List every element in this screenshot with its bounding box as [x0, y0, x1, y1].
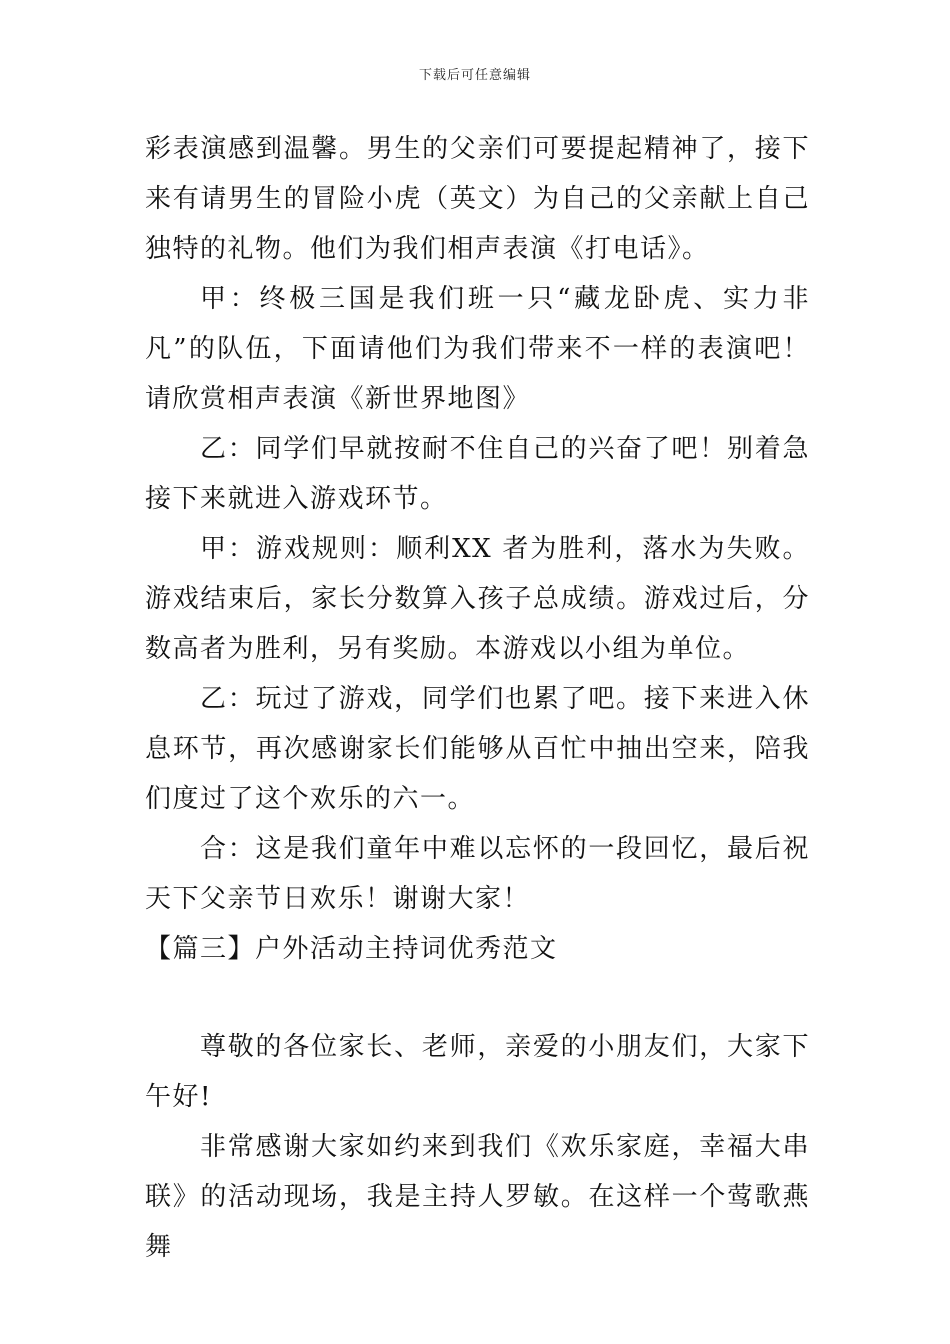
section-spacer [145, 974, 810, 1022]
paragraph-yi-rest: 乙：玩过了游戏，同学们也累了吧。接下来进入休息环节，再次感谢家长们能够从百忙中抽出空来，陪我们度过了这个欢乐的六一。 [145, 684, 810, 814]
page-header: 下载后可任意编辑 [418, 68, 531, 83]
paragraph-game-rules: 甲：游戏规则：顺利XX 者为胜利，落水为失败。游戏结束后，家长分数算入孩子总成绩。游戏过后，分数高者为胜利，另有奖励。本游戏以小组为单位。 [145, 534, 810, 664]
paragraph-closing: 合：这是我们童年中难以忘怀的一段回忆，最后祝天下父亲节日欢乐！谢谢大家！ [145, 834, 810, 914]
document-body [145, 124, 810, 1272]
section-heading: 【篇三】户外活动主持词优秀范文 [145, 934, 558, 964]
paragraph-welcome: 非常感谢大家如约来到我们《欢乐家庭，幸福大串联》的活动现场，我是主持人罗敏。在这样一个莺歌燕舞 [145, 1132, 810, 1262]
paragraph-yi-game: 乙：同学们早就按耐不住自己的兴奋了吧！别着急接下来就进入游戏环节。 [145, 434, 810, 514]
paragraph-greeting: 尊敬的各位家长、老师，亲爱的小朋友们，大家下午好! [145, 1032, 810, 1112]
paragraph-jia-intro: 甲：终极三国是我们班一只“藏龙卧虎、实力非凡”的队伍，下面请他们为我们带来不一样的表演吧！请欣赏相声表演《新世界地图》 [145, 284, 810, 414]
paragraph-continuation: 彩表演感到温馨。男生的父亲们可要提起精神了，接下来有请男生的冒险小虎（英文）为自己的父亲献上自己独特的礼物。他们为我们相声表演《打电话》。 [145, 134, 810, 264]
